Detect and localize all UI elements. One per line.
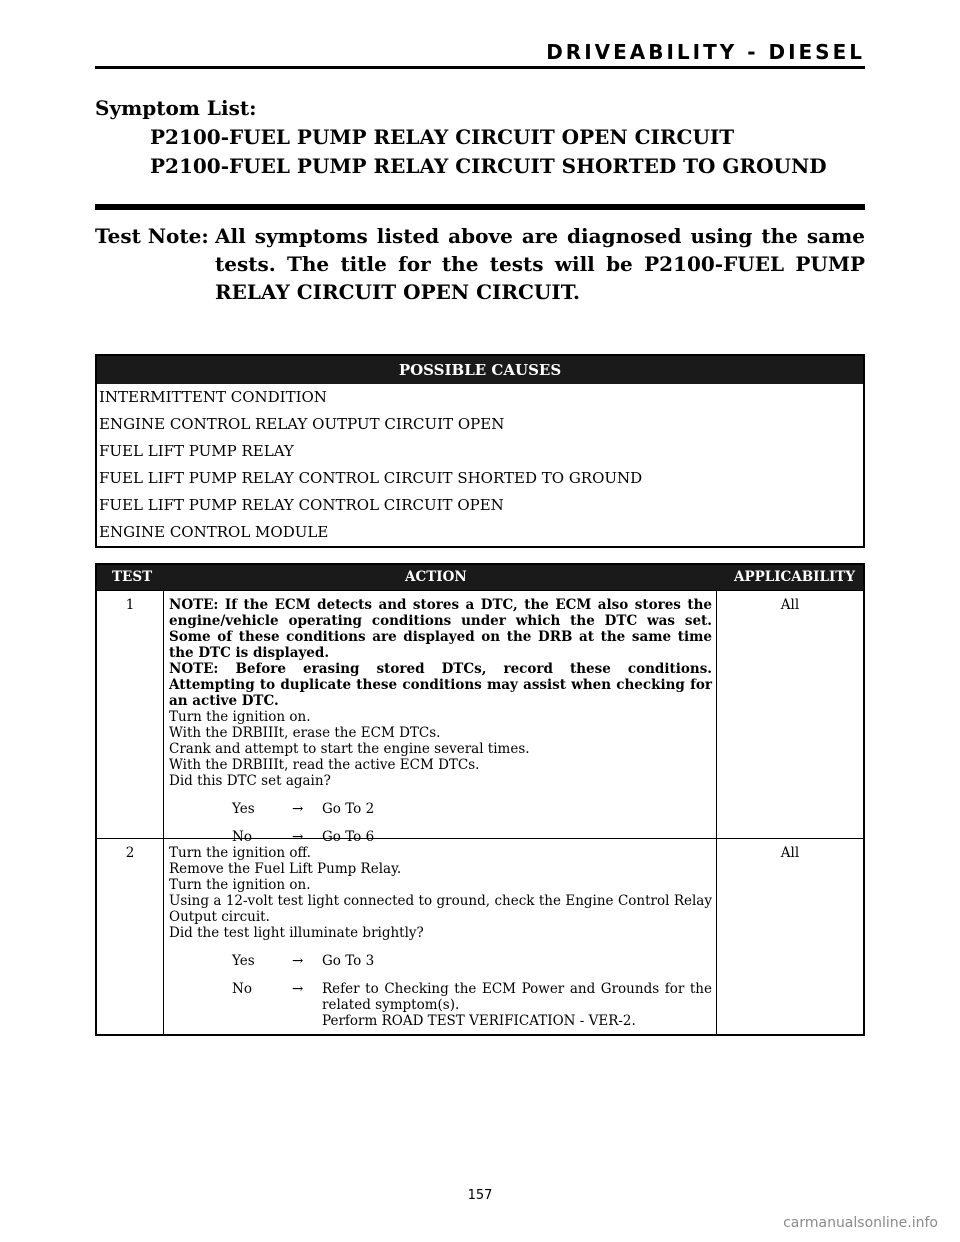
test-applicability: All xyxy=(780,597,800,613)
test-note xyxy=(95,222,865,306)
step-text: Using a 12-volt test light connected to ground, check the Engine Control Relay Output circuit. xyxy=(169,893,712,925)
watermark: carmanualsonline.info xyxy=(783,1215,938,1231)
note-text: NOTE: Before erasing stored DTCs, record these conditions. Attempting to duplicate these conditions may assist when checking for an active DTC. xyxy=(169,661,712,709)
yes-label: Yes xyxy=(232,801,255,817)
step-text: Crank and attempt to start the engine several times. xyxy=(169,741,530,757)
cause-item: FUEL LIFT PUMP RELAY xyxy=(99,442,294,460)
arrow-right-icon: → xyxy=(292,953,304,969)
arrow-right-icon: → xyxy=(292,801,304,817)
symptom-item: P2100-FUEL PUMP RELAY CIRCUIT OPEN CIRCUIT xyxy=(150,125,735,149)
step-text: Did this DTC set again? xyxy=(169,773,331,789)
symptom-list xyxy=(95,94,865,181)
test-action-table xyxy=(95,563,865,1036)
test-note-text: All symptoms listed above are diagnosed using the same tests. The title for the tests will be P2100-FUEL PUMP RELAY CIRCUIT OPEN CIRCUIT. xyxy=(215,224,865,304)
possible-causes-header: POSSIBLE CAUSES xyxy=(97,356,863,384)
cause-item: INTERMITTENT CONDITION xyxy=(99,388,327,406)
yes-label: Yes xyxy=(232,953,255,969)
no-action-text: Refer to Checking the ECM Power and Grounds for the related symptom(s). xyxy=(322,981,712,1013)
test-row xyxy=(97,838,863,1034)
yes-option xyxy=(169,801,712,817)
header-rule xyxy=(95,66,865,69)
test-table-header xyxy=(97,565,863,590)
page-header-title: DRIVEABILITY - DIESEL xyxy=(546,40,865,64)
test-action xyxy=(164,591,717,845)
step-text: With the DRBIIIt, erase the ECM DTCs. xyxy=(169,725,441,741)
page-number: 157 xyxy=(467,1188,493,1203)
test-number: 1 xyxy=(97,591,164,838)
test-note-label: Test Note: xyxy=(95,224,209,248)
no-action-text-2: Perform ROAD TEST VERIFICATION - VER-2. xyxy=(322,1013,636,1029)
no-label: No xyxy=(232,829,252,845)
step-text: With the DRBIIIt, read the active ECM DTCs. xyxy=(169,757,480,773)
arrow-right-icon: → xyxy=(292,829,304,845)
no-label: No xyxy=(232,981,252,997)
possible-causes-table xyxy=(95,354,865,548)
cause-item: ENGINE CONTROL RELAY OUTPUT CIRCUIT OPEN xyxy=(99,415,505,433)
note-text: NOTE: If the ECM detects and stores a DTC, the ECM also stores the engine/vehicle operating conditions under which the DTC was set. Some of these conditions are displayed on the DRB at the same time the DTC is displayed. xyxy=(169,597,712,661)
no-option xyxy=(169,981,712,1029)
step-text: Turn the ignition on. xyxy=(169,709,311,725)
step-text: Turn the ignition off. xyxy=(169,845,311,861)
step-text: Did the test light illuminate brightly? xyxy=(169,925,424,941)
no-action xyxy=(322,981,712,1029)
cause-item: FUEL LIFT PUMP RELAY CONTROL CIRCUIT SHORTED TO GROUND xyxy=(99,469,643,487)
symptom-item: P2100-FUEL PUMP RELAY CIRCUIT SHORTED TO GROUND xyxy=(150,154,827,178)
header-test: TEST xyxy=(112,569,153,585)
step-text: Remove the Fuel Lift Pump Relay. xyxy=(169,861,402,877)
test-row xyxy=(97,590,863,845)
test-action xyxy=(164,839,717,1034)
no-action: Go To 6 xyxy=(322,829,375,845)
test-applicability: All xyxy=(780,845,800,861)
cause-item: FUEL LIFT PUMP RELAY CONTROL CIRCUIT OPEN xyxy=(99,496,504,514)
header-applicability: APPLICABILITY xyxy=(733,569,855,585)
yes-option xyxy=(169,953,712,969)
yes-action: Go To 3 xyxy=(322,953,375,969)
header-action: ACTION xyxy=(405,569,467,585)
arrow-right-icon: → xyxy=(292,981,304,997)
step-text: Turn the ignition on. xyxy=(169,877,311,893)
symptom-list-label: Symptom List: xyxy=(95,96,257,120)
test-number: 2 xyxy=(97,839,164,1034)
yes-action: Go To 2 xyxy=(322,801,375,817)
section-divider xyxy=(95,204,865,210)
cause-item: ENGINE CONTROL MODULE xyxy=(99,523,329,541)
